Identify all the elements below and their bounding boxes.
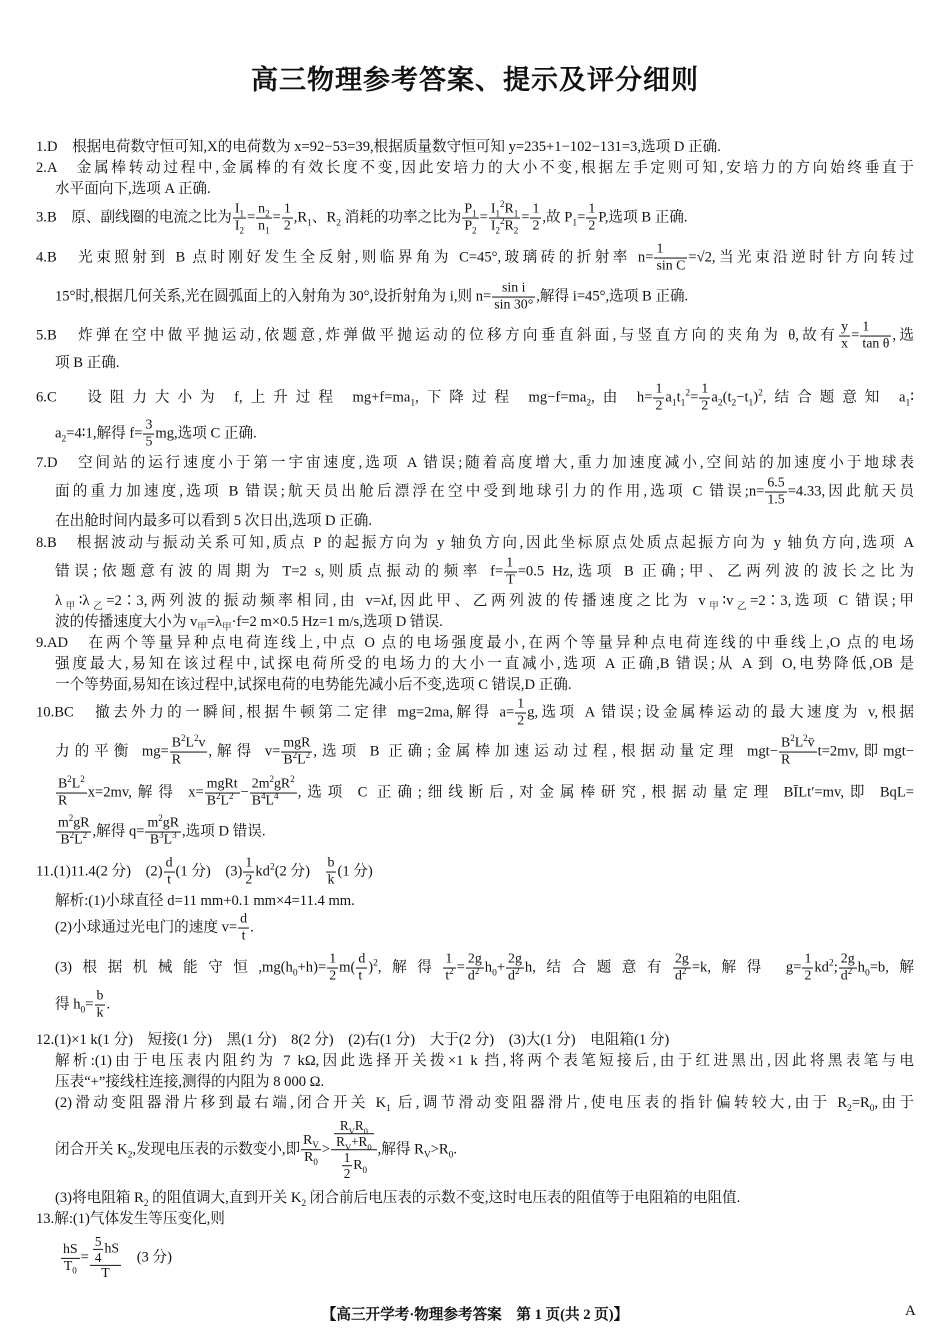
fraction: $\frac{I_1^2R_1}{I_2^2R_2}$ [490, 198, 519, 236]
page-footer: 【高三开学考·物理参考答案 第 1 页(共 2 页)】 [321, 1307, 629, 1323]
fraction: $\frac{d}{t}$ [358, 951, 366, 984]
fraction: $\frac{1}{2}$ [532, 201, 540, 234]
answer-7: 7.D 空间站的运行速度小于第一宇宙速度,选项 A 错误;随着高度增大,重力加速度减小,空间站的加速度小于地球表 [36, 455, 914, 471]
fraction: $\frac{b}{k}$ [96, 988, 104, 1021]
fraction: $\frac{hS}{T_0}$ [63, 1241, 78, 1276]
fraction: $\frac{m^2gR}{B^2L^2}$ [58, 812, 90, 848]
fraction: $\frac{1}{t^2}$ [445, 951, 454, 984]
fraction: $\frac{1}{2}$ [329, 951, 337, 984]
fraction: $\frac{n_2}{n_1}$ [258, 201, 270, 236]
answer-8-cont: 错误;依题意有波的周期为 T=2 s,则质点振动的频率 f= $\frac{1}{T}$ =0.5 Hz,选项 B 正确;甲、乙两列波的波长之比为 [55, 555, 914, 588]
answer-9: 9.AD 在两个等量异种点电荷连线上,中点 O 点的电场强度最小,在两个等量异种点电荷连线的中垂线上,O 点的电场 [36, 635, 914, 651]
answer-10-cont2: $\frac{B^2L^2}{R}$ x=2mv,解得 x= $\frac{\text{mgRt}}{B^2L^2}$ − $\frac{2m^2gR^2}{B^4L^4}$ ,选项 C 正确;细线断后,对金属棒研究,根据动量定理 BĪLt′=mv,即 BqL= [58, 773, 914, 809]
answer-3: 3.B 原、副线圈的电流之比为 $\frac{I_1}{I_2}$ = $\frac{n_2}{n_1}$ = $\frac{1}{2}$ $,R_1$、$R_2$ 消耗的功率之比为 $\frac{P_1}{P_2}$ = $\frac{I_1^2R_1}{I_2^2R_2}$ = $\frac{1}{2}$ ,故 $P_1=$ $\frac{1}{2}$ P,选项 B 正确. [36, 198, 688, 236]
answer-9-cont: 强度最大,易知在该过程中,试探电荷所受的电场力的大小一直减小,选项 A 正确,B 错误;从 A 到 O,电势降低,OB 是 [55, 656, 914, 672]
fraction: $\frac{B^2L^2v}{R}$ [171, 732, 206, 768]
fraction: $\frac{5}{4}$ hS T [90, 1234, 121, 1282]
answer-5-cont: 项 B 正确. [55, 355, 120, 371]
answer-10: 10.BC 撤去外力的一瞬间,根据牛顿第二定律 mg=2ma,解得 a= $\frac{1}{2}$ g,选项 A 错误;设金属棒运动的最大速度为 v,根据 [36, 696, 914, 729]
answer-11-analysis-1: 解析:(1)小球直径 d=11 mm+0.1 mm×4=11.4 mm. [55, 893, 355, 909]
fraction: $\frac{1}{2}$ [517, 696, 525, 729]
answer-4: 4.B 光束照射到 B 点时刚好发生全反射,则临界角为 C=45°,玻璃砖的折射率 n= $\frac{1}{\text{sin C}}$ =√2,当光束沿逆时针方向转过 [36, 241, 914, 274]
answer-8-cont2: $\lambda_甲∶\lambda_乙=2∶3$,两列波的振动频率相同,由 v=λf,因此甲、乙两列波的传播速度之比为 $v_甲∶v_乙=2∶3$,选项 C 错误;甲 [55, 593, 915, 612]
fraction: $\frac{1}{T}$ [506, 555, 515, 588]
fraction: $\frac{R_VR_0}{R_V+R_0}$ [336, 1118, 372, 1152]
answer-8: 8.B 根据波动与振动关系可知,质点 P 的起振方向为 y 轴负方向,因此坐标原点处质点起振方向为 y 轴负方向,选项 A [36, 535, 914, 551]
fraction: $\frac{1}{\text{sin C}}$ [656, 241, 686, 274]
page-title: 高三物理参考答案、提示及评分细则 [251, 65, 699, 96]
fraction: $\frac{d}{t}$ [240, 911, 248, 944]
answer-12-analysis-1: 解析:(1)由于电压表内阻约为 7 kΩ,因此选择开关拨×1 k 挡,将两个表笔短接后,由于红进黑出,因此将黑表笔与电 [55, 1053, 914, 1069]
fraction: $\frac{1}{2}$ [283, 201, 291, 234]
answer-4-cont: 15°时,根据几何关系,光在圆弧面上的入射角为 30°,设折射角为 i,则 n= $\frac{\text{sin i}}{\sin 30^\circ}$ ,解得 i=45°,选项 B 正确. [55, 280, 689, 313]
answer-10-cont3: $\frac{m^2gR}{B^2L^2}$ ,解得 q= $\frac{m^2gR}{B^3L^3}$ ,选项 D 错误. [58, 812, 266, 848]
fraction: $\frac{y}{x}$ [841, 319, 849, 352]
answer-7-cont: 面的重力加速度,选项 B 错误;航天员出舱后漂浮在空中受到地球引力的作用,选项 C 错误;n= $\frac{6.5}{1.5}$ =4.33,因此航天员 [55, 475, 914, 508]
fraction: $\frac{2g}{d^2}$ [467, 951, 482, 984]
fraction: $\frac{2g}{d^2}$ [674, 951, 689, 984]
answer-8-cont3: 波的传播速度大小为 $v_甲=\lambda_甲\cdot f=2$ m×0.5 Hz=1 m/s,选项 D 错误. [55, 614, 443, 633]
version-mark: A [905, 1303, 916, 1319]
fraction: $\frac{1}{2}$ [804, 951, 812, 984]
answer-12-analysis-2-cont: 闭合开关 $K_2$,发现电压表的示数变小,即 $\frac{R_V}{R_0}$ > $\frac{R_VR_0}{R_V+R_0}$ $\frac{1}{2}$ $R_0$ ,解得 $R_V>R_0$. [55, 1118, 458, 1182]
fraction: $\frac{1}{2}$ [701, 381, 709, 414]
fraction: $\frac{R_V}{R_0}$ [303, 1133, 319, 1168]
fraction: $\frac{b}{k}$ [327, 855, 335, 888]
answer-7-cont2: 在出舱时间内最多可以看到 5 次日出,选项 D 正确. [55, 513, 373, 529]
fraction: $\frac{m^2gR}{B^3L^3}$ [147, 812, 179, 848]
answer-12-analysis-3: (3)将电阻箱 $R_2$ 的阻值调大,直到开关 $K_2$ 闭合前后电压表的示数不变,这时电压表的阻值等于电阻箱的电阻值. [55, 1190, 741, 1209]
fraction: $\frac{1}{2}$ [343, 1150, 351, 1182]
fraction: $\frac{3}{5}$ [145, 417, 153, 450]
fraction: $\frac{\text{mgR}}{B^2L^2}$ [283, 735, 311, 768]
answer-2-cont: 水平面向下,选项 A 正确. [55, 181, 211, 197]
fraction: $\frac{5}{4}$ [94, 1233, 102, 1266]
answer-11: 11.(1)11.4(2 分) (2) $\frac{d}{t}$ (1 分) (3) $\frac{1}{2}$ $kd^2(2$ 分) $\frac{b}{k}$ (1 分) [36, 855, 373, 888]
fraction: $\frac{1}{2}$ [245, 855, 253, 888]
answer-12-analysis-1-cont: 压表“+”接线柱连接,测得的内阻为 8 000 Ω. [55, 1074, 325, 1090]
answer-13-equation: $\frac{hS}{T_0}$ = $\frac{5}{4}$ hS T (3 分) [63, 1233, 172, 1282]
answer-9-cont2: 一个等势面,易知在该过程中,试探电荷的电势能先减小后不变,选项 C 错误,D 正确. [55, 677, 572, 693]
answer-5: 5.B 炸弹在空中做平抛运动,依题意,炸弹做平抛运动的位移方向垂直斜面,与竖直方向的夹角为 θ,故有 $\frac{y}{x}$ = $\frac{1}{\text{tan θ}}$ ,选 [36, 319, 914, 352]
answer-11-analysis-3: (3)根据机械能守恒$,mg(h_0+h)=$ $\frac{1}{2}$ m( $\frac{d}{t}$ )$^2$,解得 $\frac{1}{t^2}$ = $\frac{2g}{d^2}$ $h_0+$ $\frac{2g}{d^2}$ h,结合题意有 $\frac{2g}{d^2}$ =k,解得 g= $\frac{1}{2}$ $kd^2$; $\frac{2g}{d^2}$ $h_0=b$,解 [55, 951, 914, 984]
fraction: $\frac{R_VR_0}{R_V+R_0}$ $\frac{1}{2}$ $R_0$ [331, 1118, 376, 1182]
fraction: $\frac{I_1}{I_2}$ [234, 201, 244, 236]
answer-6-cont: $a_2=4∶1$,解得 f= $\frac{3}{5}$ mg,选项 C 正确. [55, 417, 257, 450]
fraction: $\frac{6.5}{1.5}$ [767, 475, 785, 508]
fraction: $\frac{2g}{d^2}$ [840, 951, 855, 984]
fraction: $\frac{\text{mgRt}}{B^2L^2}$ [206, 776, 238, 809]
fraction: $\frac{1}{\text{tan θ}}$ [862, 319, 890, 352]
answer-10-cont: 力的平衡 mg= $\frac{B^2L^2v}{R}$ ,解得 v= $\frac{\text{mgR}}{B^2L^2}$ ,选项 B 正确;金属棒加速运动过程,根据动量定理 mgt− $\frac{B^2L^2v̄}{R}$ t=2mv,即mgt− [55, 732, 915, 768]
fraction: $\frac{2m^2gR^2}{B^4L^4}$ [251, 773, 295, 809]
answer-2: 2.A 金属棒转动过程中,金属棒的有效长度不变,因此安培力的大小不变,根据左手定则可知,安培力的方向始终垂直于 [36, 160, 914, 176]
answer-6: 6.C 设阻力大小为 f,上升过程 $mg+f=ma_1$,下降过程 $mg-f=ma_2$,由 h= $\frac{1}{2}$ $a_1t_1^2=$ $\frac{1}{2}$ $a_2(t_2-t_1)^2$,结合题意知 $a_1∶$ [36, 381, 914, 414]
fraction: $\frac{B^2L^2}{R}$ [58, 773, 85, 809]
answer-11-analysis-3-cont: 得 $h_0=$ $\frac{b}{k}$ . [55, 988, 111, 1021]
answer-11-analysis-2: (2)小球通过光电门的速度 v= $\frac{d}{t}$ . [55, 911, 254, 944]
answer-1: 1.D 根据电荷数守恒可知,X的电荷数为 x=92−53=39,根据质量数守恒可知 y=235+1−102−131=3,选项 D 正确. [36, 139, 721, 155]
fraction: $\frac{2g}{d^2}$ [508, 951, 522, 984]
fraction: $\frac{1}{2}$ [588, 201, 596, 234]
answer-12-analysis-2: (2)滑动变阻器滑片移到最右端,闭合开关 $K_1$ 后,调节滑动变阻器滑片,使电压表的指针偏转较大,由于 $R_2=R_0$,由于 [55, 1095, 914, 1114]
fraction: $\frac{P_1}{P_2}$ [464, 201, 477, 236]
fraction: $\frac{\text{sin i}}{\sin 30^\circ}$ [494, 280, 534, 313]
fraction: $\frac{d}{t}$ [165, 855, 173, 888]
fraction: $\frac{1}{2}$ [655, 381, 663, 414]
answer-12: 12.(1)×1 k(1 分) 短接(1 分) 黑(1 分) 8(2 分) (2)右(1 分) 大于(2 分) (3)大(1 分) 电阻箱(1 分) [36, 1032, 670, 1048]
answer-13: 13.解:(1)气体发生等压变化,则 [36, 1211, 225, 1227]
fraction: $\frac{B^2L^2v̄}{R}$ [780, 732, 815, 768]
